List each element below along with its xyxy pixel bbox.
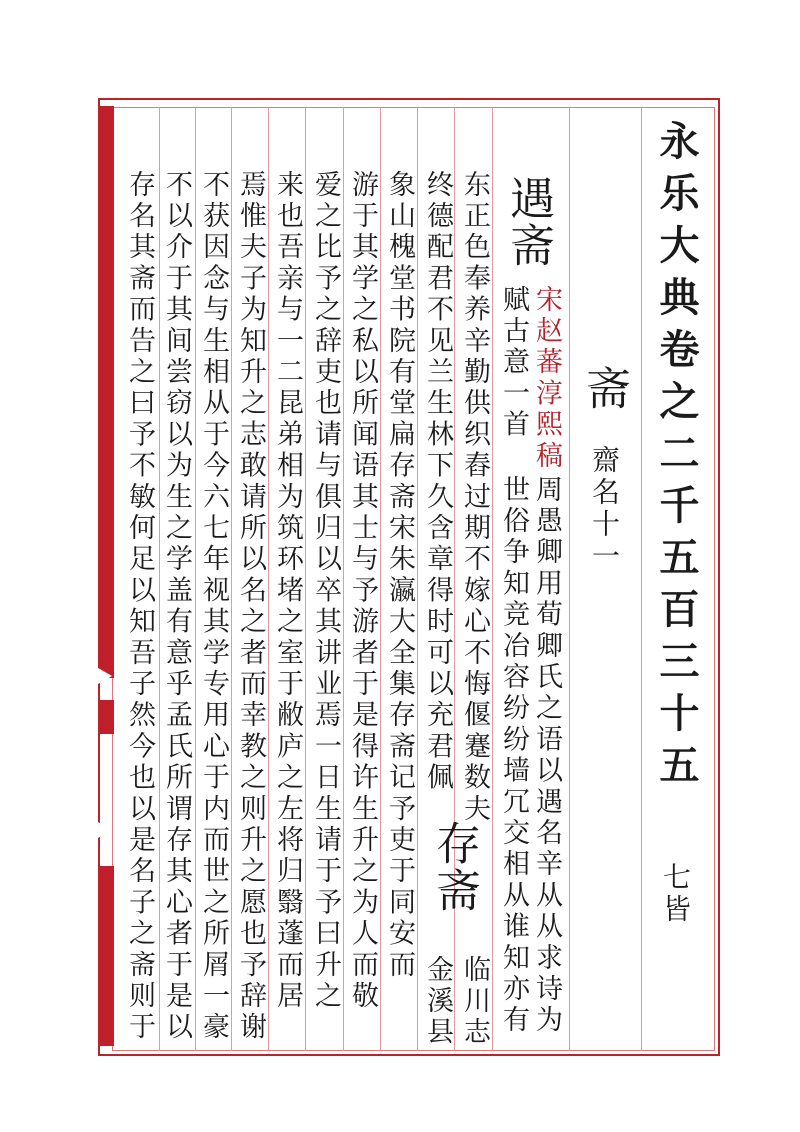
entry-line: 终德配君不见兰生林下久含章得时可以充君佩 <box>422 170 453 794</box>
entry-heading: 遇斋 <box>502 175 555 269</box>
section-subheading: 齋名十一 <box>588 445 621 573</box>
entry-line: 焉惟夫子为知升之志敢请所以名之者而幸教之则升之愿也予辞谢 <box>235 170 266 1044</box>
spine-tab-bottom <box>98 866 114 1046</box>
entry-author: 临川志 <box>459 955 490 1049</box>
entry-heading: 存斋 <box>428 820 481 914</box>
column-rule <box>159 107 160 1051</box>
entry-line: 周愚卿用荀卿氏之语以遇名辛从从求诗为 <box>531 475 562 1037</box>
volume-title: 永乐大典卷之二千五百三十五 <box>653 120 700 796</box>
entry-author: 宋赵蕃淳熙稿 <box>531 285 562 473</box>
column-rule <box>305 107 306 1051</box>
section-heading: 斋 <box>578 365 631 412</box>
column-rule <box>195 107 196 1051</box>
entry-line: 世俗争知竞冶容纷纷墙冗交相从谁知亦有 <box>498 475 529 1037</box>
column-rule <box>492 107 493 1051</box>
entry-line: 游于其学之私以所闻语其士与予游者于是得许生升之为人而敬 <box>347 170 378 1013</box>
spine-tab-middle <box>98 700 114 734</box>
spine-tab-top <box>98 106 114 678</box>
spine-tab-notch <box>98 668 112 684</box>
column-rule <box>569 107 570 1051</box>
volume-note: 七皆 <box>659 862 692 926</box>
entry-line: 爱之比予之辞吏也请与俱归以卒其讲业焉一日生请于予曰升之 <box>310 170 341 1013</box>
column-rule <box>641 107 642 1051</box>
column-rule <box>380 107 381 1051</box>
entry-line: 来也吾亲与一二昆弟相为筑环堵之室于敝庐之左将归翳蓬而居 <box>272 170 303 1013</box>
column-rule <box>343 107 344 1051</box>
column-rule <box>231 107 232 1051</box>
column-rule <box>268 107 269 1051</box>
entry-line: 存名其斋而告之曰予不敏何足以知吾子然今也以是名子之斋则于 <box>124 170 155 1044</box>
entry-line: 赋古意一首 <box>498 285 529 441</box>
entry-line: 东正色奉养辛勤供织舂过期不嫁心不悔偃蹇数夫 <box>459 170 490 826</box>
entry-line: 不以介于其间尝窃以为生之学盖有意乎孟氏所谓存其心者于是以 <box>161 170 192 1044</box>
entry-author: 金溪县 <box>422 955 453 1049</box>
column-rule <box>417 107 418 1051</box>
spine-tab-notch <box>98 822 112 838</box>
entry-line: 不获因念与生相从于今六七年视其学专用心于内而世之所屑一豪 <box>198 170 229 1044</box>
entry-line: 象山槐堂书院有堂扁存斋宋朱瀛大全集存斋记予吏于同安而 <box>384 170 415 982</box>
